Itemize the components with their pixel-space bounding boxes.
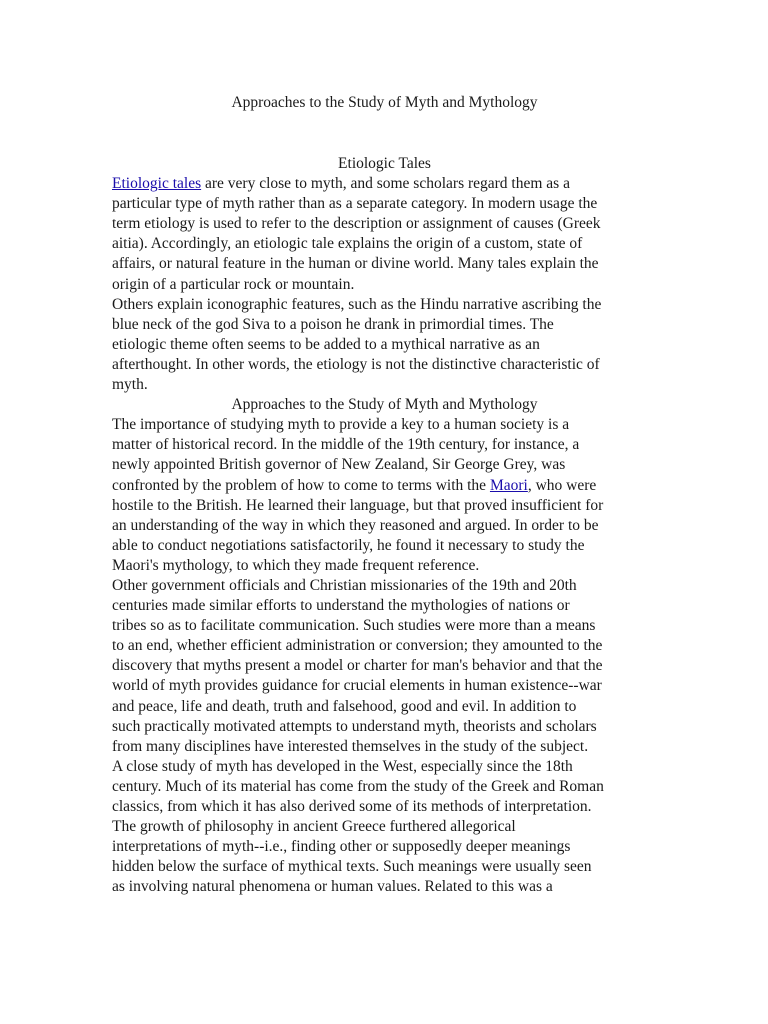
- paragraph-line: as involving natural phenomena or human values. Related to this was a: [112, 878, 553, 896]
- paragraph-line-text: confronted by the problem of how to come to terms with the: [112, 476, 490, 494]
- paragraph-line-text: are very close to myth, and some scholars regard them as a: [201, 175, 570, 193]
- paragraph-line: Maori's mythology, to which they made frequent reference.: [112, 556, 480, 574]
- paragraph-line: tribes so as to facilitate communication. Such studies were more than a means: [112, 617, 596, 635]
- paragraph-line: such practically motivated attempts to understand myth, theorists and scholars: [112, 717, 597, 735]
- paragraph-line: The importance of studying myth to provide a key to a human society is a: [112, 416, 570, 434]
- paragraph-line: [112, 476, 657, 496]
- document-body: [112, 154, 657, 897]
- paragraph-line: etiologic theme often seems to be added to a mythical narrative as an: [112, 335, 540, 353]
- maori-link[interactable]: Maori: [489, 476, 528, 494]
- paragraph-etiologic-intro: [112, 174, 657, 295]
- paragraph-line: myth.: [112, 376, 148, 394]
- paragraph-line: matter of historical record. In the middle of the 19th century, for instance, a: [112, 436, 580, 454]
- section-heading-etiologic-tales: Etiologic Tales: [338, 155, 431, 172]
- paragraph-line: hostile to the British. He learned their language, but that proved insufficient for: [112, 496, 604, 514]
- paragraph-line: term etiology is used to refer to the description or assignment of causes (Greek: [112, 215, 601, 233]
- paragraph-line: century. Much of its material has come from the study of the Greek and Roman: [112, 777, 604, 795]
- paragraph-line: centuries made similar efforts to understand the mythologies of nations or: [112, 597, 570, 615]
- paragraph-line: afterthought. In other words, the etiology is not the distinctive characteristic of: [112, 355, 600, 373]
- paragraph-line: particular type of myth rather than as a separate category. In modern usage the: [112, 195, 598, 213]
- etiologic-tales-link[interactable]: Etiologic tales: [112, 175, 202, 193]
- paragraph-line: Others explain iconographic features, such as the Hindu narrative ascribing the: [112, 295, 602, 313]
- paragraph-line: hidden below the surface of mythical texts. Such meanings were usually seen: [112, 858, 592, 876]
- paragraph-line-text: , who were: [527, 476, 597, 494]
- paragraph-line: The growth of philosophy in ancient Greece furthered allegorical: [112, 818, 516, 836]
- paragraph-line: discovery that myths present a model or charter for man's behavior and that the: [112, 657, 603, 675]
- paragraph-importance: [112, 415, 657, 576]
- paragraph-line: from many disciplines have interested themselves in the study of the subject.: [112, 737, 589, 755]
- paragraph-line: A close study of myth has developed in the West, especially since the 18th: [112, 757, 573, 775]
- paragraph-iconographic: [112, 295, 657, 395]
- paragraph-line: Other government officials and Christian missionaries of the 19th and 20th: [112, 576, 577, 594]
- paragraph-west-study: [112, 757, 657, 898]
- paragraph-line: able to conduct negotiations satisfactorily, he found it necessary to study the: [112, 536, 585, 554]
- paragraph-line: an understanding of the way in which they reasoned and argued. In order to be: [112, 516, 599, 534]
- paragraph-government-officials: [112, 576, 657, 757]
- paragraph-line: classics, from which it has also derived some of its methods of interpretation.: [112, 798, 592, 815]
- paragraph-line: newly appointed British governor of New Zealand, Sir George Grey, was: [112, 456, 566, 474]
- document-title: Approaches to the Study of Myth and Mythology: [231, 94, 538, 111]
- paragraph-line: to an end, whether efficient administration or conversion; they amounted to the: [112, 637, 603, 655]
- paragraph-line: origin of a particular rock or mountain.: [112, 275, 355, 293]
- paragraph-line: [112, 174, 657, 194]
- paragraph-line: affairs, or natural feature in the human or divine world. Many tales explain the: [112, 255, 599, 273]
- paragraph-line: aitia). Accordingly, an etiologic tale explains the origin of a custom, state of: [112, 235, 583, 253]
- section-heading-approaches: Approaches to the Study of Myth and Mythology: [231, 396, 538, 414]
- paragraph-line: blue neck of the god Siva to a poison he drank in primordial times. The: [112, 315, 554, 333]
- paragraph-line: interpretations of myth--i.e., finding other or supposedly deeper meanings: [112, 838, 571, 856]
- paragraph-line: and peace, life and death, truth and falsehood, good and evil. In addition to: [112, 697, 577, 715]
- paragraph-line: world of myth provides guidance for crucial elements in human existence--war: [112, 677, 602, 695]
